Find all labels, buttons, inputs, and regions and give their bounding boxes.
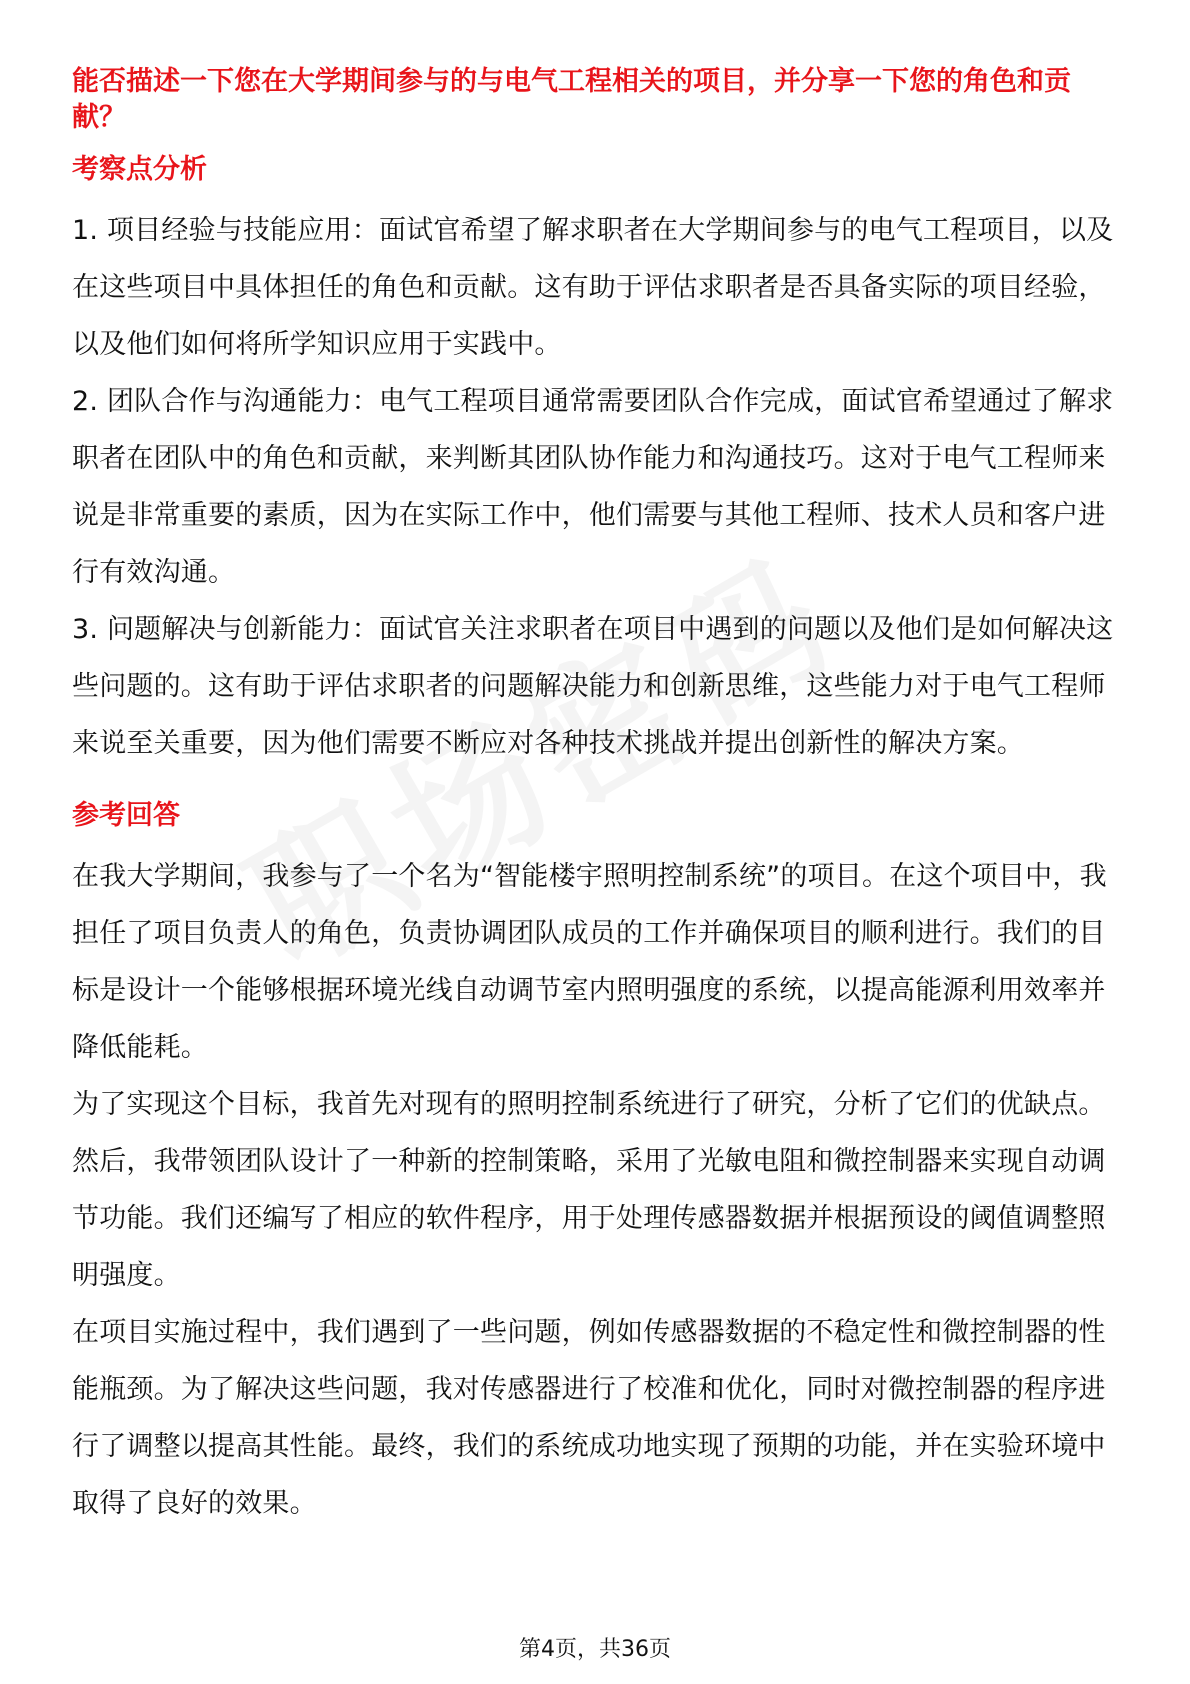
- page-number-footer: 第4页，共36页: [519, 1637, 671, 1662]
- answer-paragraph: 在项目实施过程中，我们遇到了一些问题，例如传感器数据的不稳定性和微控制器的性能瓶颈。为了解决这些问题，我对传感器进行了校准和优化，同时对微控制器的程序进行了调整以提高其性能。最终，我们的系统成功地实现了预期的功能，并在实验环境中取得了良好的效果。: [72, 1317, 1106, 1519]
- page-content: [72, 64, 1118, 1532]
- question-heading: 能否描述一下您在大学期间参与的与电气工程相关的项目，并分享一下您的角色和贡献？: [72, 66, 1071, 133]
- analysis-title: 考察点分析: [72, 154, 207, 185]
- analysis-point: 3. 问题解决与创新能力：面试官关注求职者在项目中遇到的问题以及他们是如何解决这些问题的。这有助于评估求职者的问题解决能力和创新思维，这些能力对于电气工程师来说至关重要，因为他们需要不断应对各种技术挑战并提出创新性的解决方案。: [72, 614, 1114, 759]
- answer-title: 参考回答: [72, 800, 180, 831]
- answer-paragraph: 为了实现这个目标，我首先对现有的照明控制系统进行了研究，分析了它们的优缺点。然后，我带领团队设计了一种新的控制策略，采用了光敏电阻和微控制器来实现自动调节功能。我们还编写了相应的软件程序，用于处理传感器数据并根据预设的阈值调整照明强度。: [72, 1089, 1106, 1291]
- answer-paragraph: 在我大学期间，我参与了一个名为“智能楼宇照明控制系统”的项目。在这个项目中，我担任了项目负责人的角色，负责协调团队成员的工作并确保项目的顺利进行。我们的目标是设计一个能够根据环境光线自动调节室内照明强度的系统，以提高能源利用效率并降低能耗。: [72, 861, 1107, 1063]
- analysis-point: 2. 团队合作与沟通能力：电气工程项目通常需要团队合作完成，面试官希望通过了解求职者在团队中的角色和贡献，来判断其团队协作能力和沟通技巧。这对于电气工程师来说是非常重要的素质，因为在实际工作中，他们需要与其他工程师、技术人员和客户进行有效沟通。: [72, 386, 1114, 588]
- analysis-point: 1. 项目经验与技能应用：面试官希望了解求职者在大学期间参与的电气工程项目，以及在这些项目中具体担任的角色和贡献。这有助于评估求职者是否具备实际的项目经验，以及他们如何将所学知识应用于实践中。: [72, 215, 1114, 360]
